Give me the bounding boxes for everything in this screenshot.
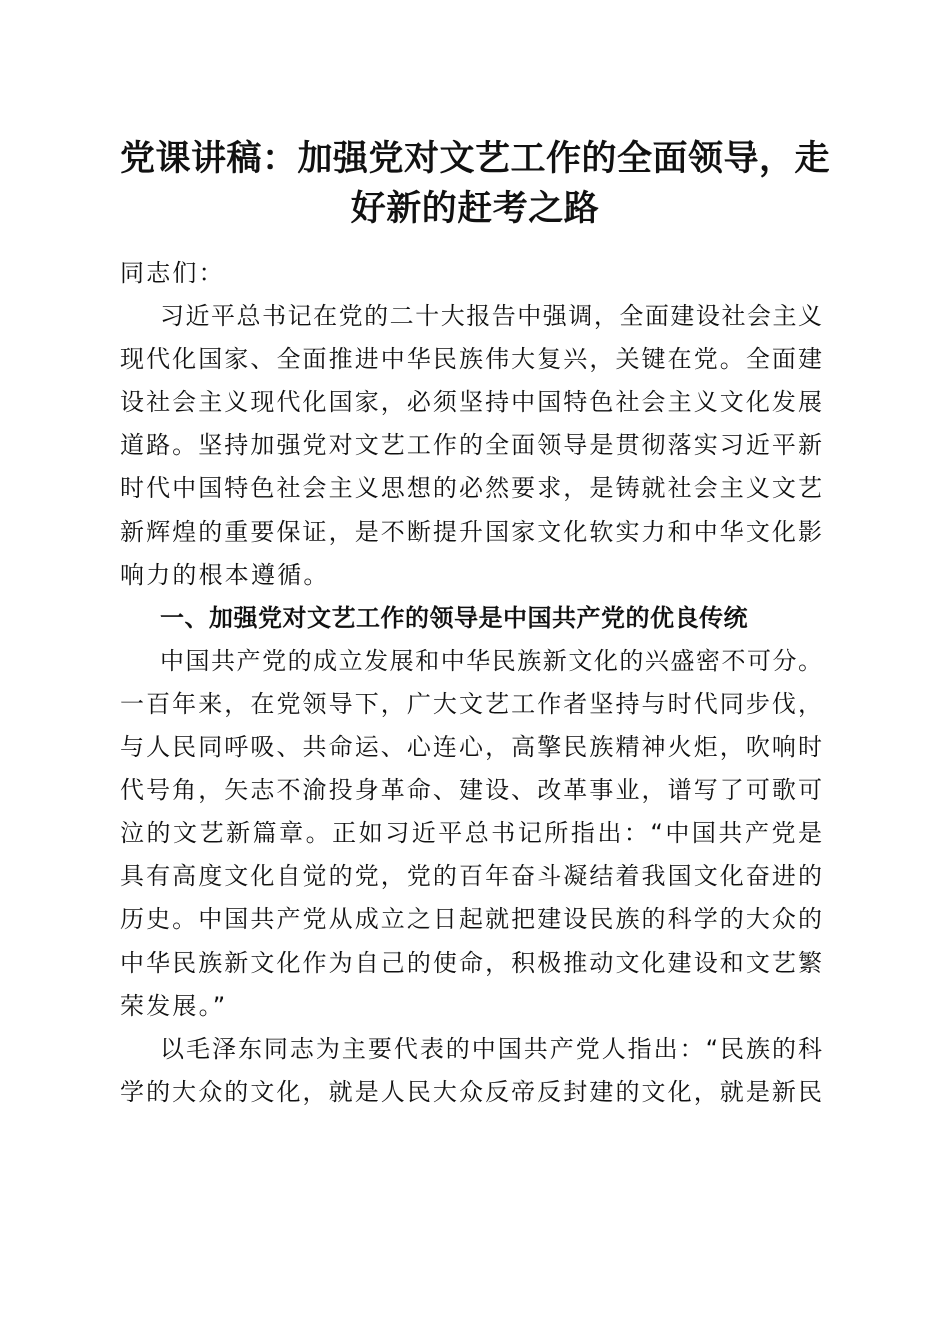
paragraph-line: 现代化国家、全面推进中华民族伟大复兴，关键在党。全面建: [120, 345, 822, 374]
paragraph-line: 设社会主义现代化国家，必须坚持中国特色社会主义文化发展: [120, 388, 822, 417]
paragraph-history: [120, 640, 822, 1028]
title-line: 党课讲稿：加强党对文艺工作的全面领导，走: [119, 138, 830, 179]
paragraph-line: 以毛泽东同志为主要代表的中国共产党人指出：“民族的科: [160, 1034, 822, 1063]
salutation: 同志们：: [120, 259, 225, 287]
paragraph-line: 历史。中国共产党从成立之日起就把建设民族的科学的大众的: [120, 905, 822, 934]
paragraph-line: 时代中国特色社会主义思想的必然要求，是铸就社会主义文艺: [120, 474, 822, 503]
section-heading: 一、加强党对文艺工作的领导是中国共产党的优良传统: [160, 603, 748, 632]
paragraph-line: 与人民同呼吸、共命运、心连心，高擎民族精神火炬，吹响时: [120, 733, 822, 762]
paragraph-line: 具有高度文化自觉的党，党的百年奋斗凝结着我国文化奋进的: [120, 862, 822, 891]
document-title: [110, 134, 840, 234]
paragraph-line: 荣发展。”: [120, 991, 228, 1020]
paragraph-line: 响力的根本遵循。: [120, 560, 330, 589]
paragraph-line: 习近平总书记在党的二十大报告中强调，全面建设社会主义: [160, 302, 822, 331]
paragraph-line: 中国共产党的成立发展和中华民族新文化的兴盛密不可分。: [160, 646, 822, 675]
paragraph-intro: [120, 295, 822, 597]
paragraph-line: 一百年来，在党领导下，广大文艺工作者坚持与时代同步伐，: [120, 689, 822, 718]
paragraph-line: 泣的文艺新篇章。正如习近平总书记所指出：“中国共产党是: [120, 819, 822, 848]
paragraph-line: 代号角，矢志不渝投身革命、建设、改革事业，谱写了可歌可: [120, 776, 822, 805]
paragraph-line: 道路。坚持加强党对文艺工作的全面领导是贯彻落实习近平新: [120, 431, 822, 460]
paragraph-line: 新辉煌的重要保证，是不断提升国家文化软实力和中华文化影: [120, 517, 822, 546]
title-line: 好新的赶考之路: [350, 188, 600, 229]
paragraph-mao: [120, 1028, 822, 1114]
paragraph-line: 中华民族新文化作为自己的使命，积极推动文化建设和文艺繁: [120, 948, 822, 977]
document-body: [120, 252, 822, 1114]
paragraph-line: 学的大众的文化，就是人民大众反帝反封建的文化，就是新民: [120, 1077, 822, 1106]
